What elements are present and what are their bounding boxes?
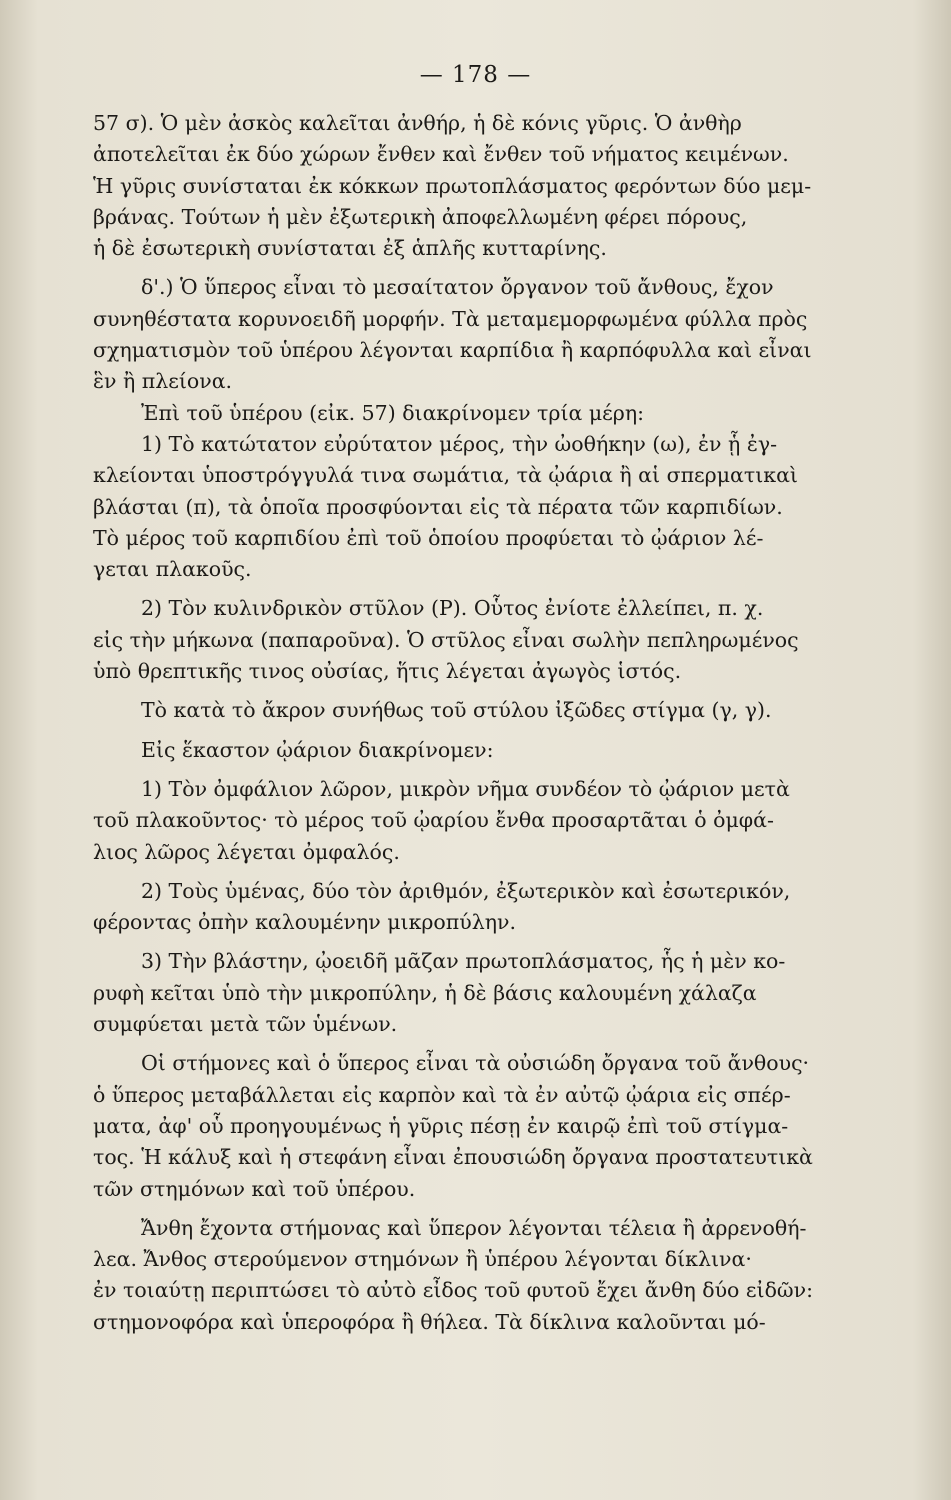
text-line: Τὸ μέρος τοῦ καρπιδίου ἐπὶ τοῦ ὁποίου προφύεται τὸ ᾠάριον λέ-: [93, 525, 764, 550]
text-line: Ἡ γῦρις συνίσταται ἐκ κόκκων πρωτοπλάσματος φερόντων δύο μεμ-: [93, 173, 812, 198]
text-line: 1) Τὸ κατώτατον εὐρύτατον μέρος, τὴν ὠοθήκην (ω), ἐν ᾗ ἐγ-: [141, 431, 778, 456]
text-line: 3) Τὴν βλάστην, ᾠοειδῆ μᾶζαν πρωτοπλάσματος, ἧς ἡ μὲν κο-: [141, 949, 786, 974]
text-line: Τὸ κατὰ τὸ ἄκρον συνήθως τοῦ στύλου ἰξῶδες στίγμα (γ, γ).: [141, 698, 772, 723]
text-line: βλάσται (π), τὰ ὁποῖα προσφύονται εἰς τὰ πέρατα τῶν καρπιδίων.: [93, 494, 783, 519]
text-line: φέροντας ὀπὴν καλουμένην μικροπύλην.: [93, 910, 516, 935]
text-line: δ'.) Ὁ ὕπερος εἶναι τὸ μεσαίτατον ὄργανον τοῦ ἄνθους, ἔχον: [141, 275, 774, 300]
text-line: σχηματισμὸν τοῦ ὑπέρου λέγονται καρπίδια ἢ καρπόφυλλα καὶ εἶναι: [93, 338, 812, 363]
text-line: ἐν τοιαύτῃ περιπτώσει τὸ αὐτὸ εἶδος τοῦ φυτοῦ ἔχει ἄνθη δύο εἰδῶν:: [93, 1278, 814, 1303]
text-line: 2) Τοὺς ὑμένας, δύο τὸν ἀριθμόν, ἐξωτερικὸν καὶ ἐσωτερικόν,: [141, 878, 791, 903]
text-line: 1) Τὸν ὀμφάλιον λῶρον, μικρὸν νῆμα συνδέον τὸ ᾠάριον μετὰ: [141, 776, 790, 801]
text-line: βράνας. Τούτων ἡ μὲν ἐξωτερικὴ ἀποφελλωμένη φέρει πόρους,: [93, 204, 748, 229]
text-line: τος. Ἡ κάλυξ καὶ ἡ στεφάνη εἶναι ἐπουσιώδη ὄργανα προστατευτικὰ: [93, 1145, 813, 1170]
text-line: ματα, ἀφ' οὗ προηγουμένως ἡ γῦρις πέσῃ ἐν καιρῷ ἐπὶ τοῦ στίγμα-: [93, 1113, 789, 1138]
text-line: 2) Τὸν κυλινδρικὸν στῦλον (Ρ). Οὗτος ἐνίοτε ἐλλείπει, π. χ.: [141, 596, 764, 621]
text-line: ἡ δὲ ἐσωτερικὴ συνίσταται ἐξ ἁπλῆς κυτταρίνης.: [93, 236, 607, 261]
text-line: ὁ ὕπερος μεταβάλλεται εἰς καρπὸν καὶ τὰ ἐν αὐτῷ ᾠάρια εἰς σπέρ-: [93, 1082, 791, 1107]
text-line: ἀποτελεῖται ἐκ δύο χώρων ἔνθεν καὶ ἔνθεν τοῦ νήματος κειμένων.: [93, 142, 789, 167]
text-line: συμφύεται μετὰ τῶν ὑμένων.: [93, 1012, 398, 1037]
text-line: ὑπὸ θρεπτικῆς τινος οὐσίας, ἥτις λέγεται ἀγωγὸς ἱστός.: [93, 659, 682, 684]
text-line: τῶν στημόνων καὶ τοῦ ὑπέρου.: [93, 1176, 416, 1201]
text-line: ρυφὴ κεῖται ὑπὸ τὴν μικροπύλην, ἡ δὲ βάσις καλουμένη χάλαζα: [93, 980, 757, 1005]
text-line: Ἄνθη ἔχοντα στήμονας καὶ ὕπερον λέγονται τέλεια ἢ ἀρρενοθή-: [141, 1215, 807, 1240]
text-line: 57 σ). Ὁ μὲν ἀσκὸς καλεῖται ἀνθήρ, ἡ δὲ κόνις γῦρις. Ὁ ἀνθὴρ: [93, 111, 742, 135]
page-number: — 178 —: [419, 62, 532, 88]
text-line: λιος λῶρος λέγεται ὀμφαλός.: [93, 839, 400, 864]
text-line: κλείονται ὑποστρόγγυλά τινα σωμάτια, τὰ ᾠάρια ἢ αἱ σπερματικαὶ: [93, 463, 798, 488]
text-line: Οἱ στήμονες καὶ ὁ ὕπερος εἶναι τὰ οὐσιώδη ὄργανα τοῦ ἄνθους·: [141, 1051, 810, 1076]
text-line: γεται πλακοῦς.: [93, 557, 252, 582]
text-line: εἰς τὴν μήκωνα (παπαροῦνα). Ὁ στῦλος εἶναι σωλὴν πεπληρωμένος: [93, 627, 799, 652]
text-line: στημονοφόρα καὶ ὑπεροφόρα ἢ θήλεα. Τὰ δίκλινα καλοῦνται μό-: [93, 1309, 766, 1334]
text-line: τοῦ πλακοῦντος· τὸ μέρος τοῦ ᾠαρίου ἔνθα προσαρτᾶται ὁ ὀμφά-: [93, 808, 774, 833]
text-line: ἓν ἢ πλείονα.: [93, 369, 233, 394]
text-line: συνηθέστατα κορυνοειδῆ μορφήν. Τὰ μεταμεμορφωμένα φύλλα πρὸς: [93, 306, 808, 331]
text-line: Εἰς ἕκαστον ᾠάριον διακρίνομεν:: [141, 737, 494, 762]
body-text: [93, 108, 868, 1338]
text-line: Ἐπὶ τοῦ ὑπέρου (εἰκ. 57) διακρίνομεν τρία μέρη:: [141, 400, 645, 425]
text-line: λεα. Ἄνθος στερούμενον στημόνων ἢ ὑπέρου λέγονται δίκλινα·: [93, 1247, 752, 1272]
